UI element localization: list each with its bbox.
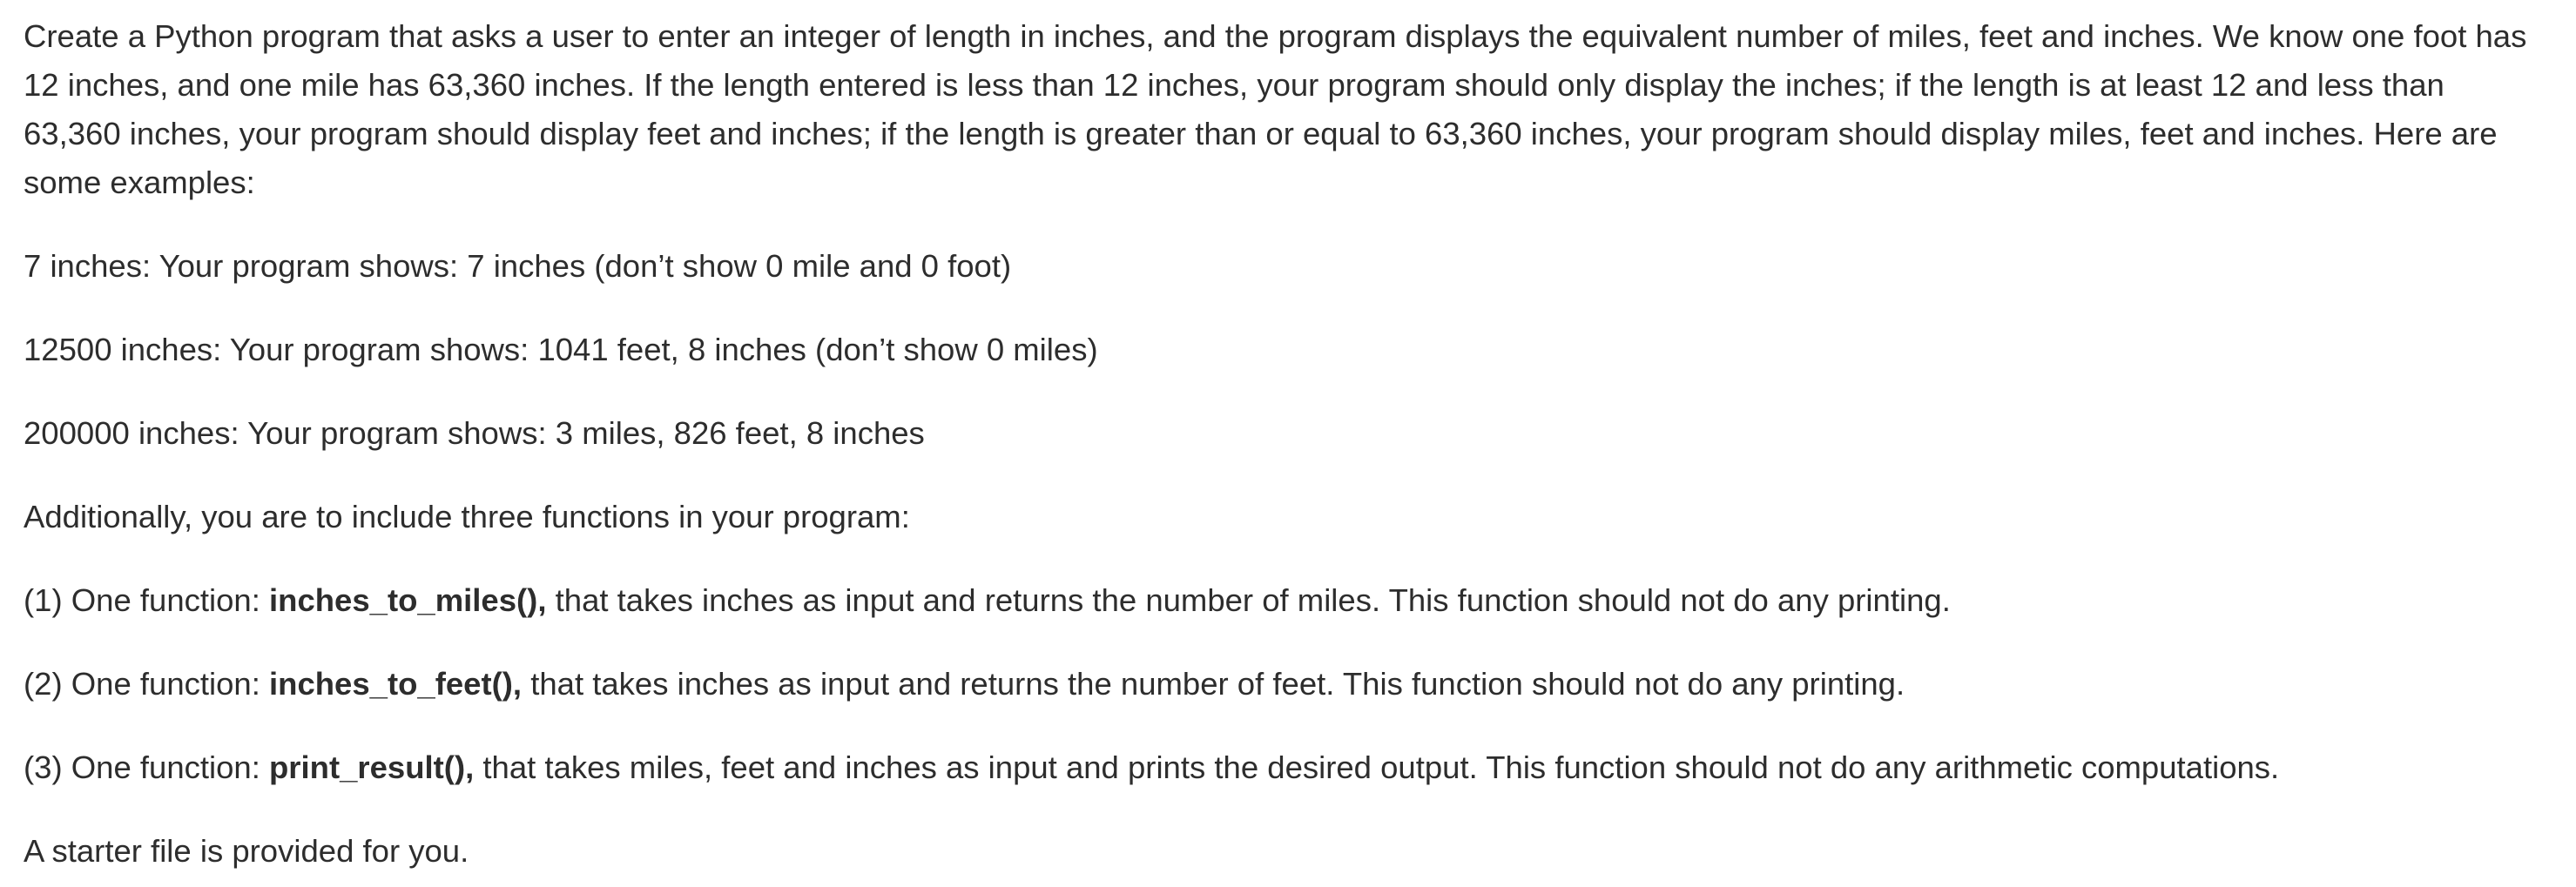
function-item-3 (24, 743, 2549, 792)
function-prefix: (1) One function: (24, 582, 270, 618)
closing-paragraph: A starter file is provided for you. (24, 833, 469, 869)
example-2: 12500 inches: Your program shows: 1041 feet, 8 inches (don’t show 0 miles) (24, 332, 1098, 367)
functions-intro: Additionally, you are to include three functions in your program: (24, 499, 910, 534)
function-name: print_result(), (269, 749, 475, 785)
function-description: that takes inches as input and returns the number of feet. This function should not do any printing. (522, 666, 1905, 702)
function-prefix: (2) One function: (24, 666, 270, 702)
example-1: 7 inches: Your program shows: 7 inches (don’t show 0 mile and 0 foot) (24, 248, 1012, 284)
example-3: 200000 inches: Your program shows: 3 miles, 826 feet, 8 inches (24, 415, 925, 451)
function-item-2 (24, 660, 2549, 709)
intro-paragraph: Create a Python program that asks a user to enter an integer of length in inches, and the program displays the equivalent number of miles, feet and inches. We know one foot has 12 inches, and one mile has 63,360 inches. If the length entered is less than 12 inches, your program should only display the inches; if the length is at least 12 and less than 63,360 inches, your program should display feet and inches; if the length is greater than or equal to 63,360 inches, your program should display miles, feet and inches. Here are some examples: (24, 18, 2527, 200)
function-description: that takes inches as input and returns the number of miles. This function should not do any printing. (546, 582, 1951, 618)
function-name: inches_to_feet(), (269, 666, 523, 702)
assignment-body (24, 12, 2549, 876)
function-item-1 (24, 576, 2549, 625)
function-name: inches_to_miles(), (269, 582, 547, 618)
function-prefix: (3) One function: (24, 749, 270, 785)
function-description: that takes miles, feet and inches as input and prints the desired output. This function should not do any arithmetic computations. (474, 749, 2280, 785)
